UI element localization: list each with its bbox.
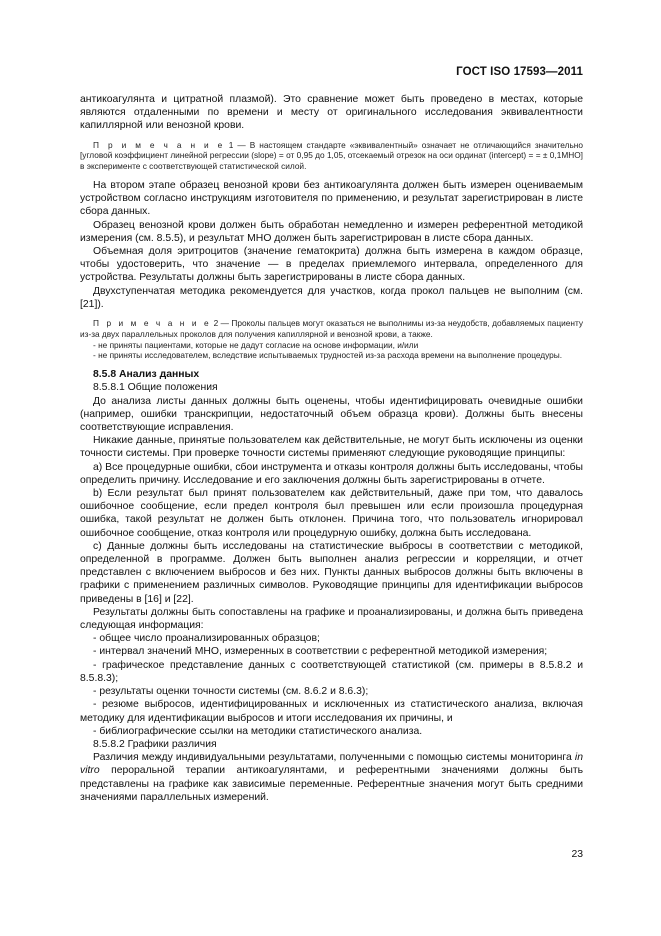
page-number: 23 [571,849,583,860]
principle-item-a: a) Все процедурные ошибки, сбои инструмента и отказы контроля должны быть исследованы, чтобы определить причину. Исследование и его заключения должны быть зарегистрированы в отчете. [80,461,583,486]
note-1-text: 1 — В настоящем стандарте «эквивалентный» означает не отличающийся значительно [угловой коэффициент линейной регрессии (slope) = от 0,95 до 1,05, отсекаемый отрезок на оси ординат (intercept) = = ± 0,1МНО] в эксперименте с соответствующей статистической силой. [80,139,583,172]
list-item: - результаты оценки точности системы (см. 8.6.2 и 8.6.3); [93,686,369,698]
page-body [80,93,583,804]
paragraph-results: Результаты должны быть сопоставлены на графике и проанализированы, и должна быть приведена следующая информация: [80,606,583,632]
principle-item-c: c) Данные должны быть исследованы на статистические выбросы в соответствии с методикой, определенной в программе. Должен быть выполнен анализ регрессии и корреляции, и отчет представлен с включением выбросов и без них. Пункты данных выбросов должны быть включены в графики с применением различных символов. Руководящие принципы для идентификации выбросов приведены в [16] и [22]. [80,540,583,605]
note-1 [80,140,583,172]
paragraph-difference-plots [80,751,583,804]
note-1-label: П р и м е ч а н и е [93,139,225,150]
difference-plots-text-b: пероральной терапии антикоагулянтами, и референтными значениями должны быть представлены на графике как зависимые переменные. Референтные значения могут быть средними значениями параллельных измерений. [80,765,583,803]
note-2-label: П р и м е ч а н и е [93,318,212,329]
note-2-item: - не приняты пациентами, которые не дадут согласие на основе информации, и/или [93,339,419,350]
note-2-item: - не приняты исследователем, вследствие испытываемых трудностей из-за расхода времени на выполнение процедуры. [93,350,563,361]
list-item: - интервал значений МНО, измеренных в соответствии с референтной методикой измерения; [93,646,548,658]
principle-item-b: b) Если результат был принят пользователем как действительный, даже при том, что давалось ошибочное сообщение, если предел контроля был превышен или если произошла процедурная ошибка, такой результат не должен быть отклонен. Причина того, что пользователь игнорировал ошибочное сообщение, отказ контроля или процедурную ошибку, должна быть исследована. [80,488,583,539]
paragraph-hematocrit: Объемная доля эритроцитов (значение гематокрита) должна быть измерена в каждом образце, чтобы удостоверить, что значение — в пределах приемлемого интервала, определенного для устройства. Результаты должны быть зарегистрированы в листе сбора данных. [80,246,583,284]
list-item: - библиографические ссылки на методики статистического анализа. [93,725,423,737]
difference-plots-text-a: Различия между индивидуальными результатами, полученными с помощью системы мониторинга [93,752,575,764]
list-item: - графическое представление данных с соответствующей статистикой (см. примеры в 8.5.8.2 и 8.5.8.3); [80,659,583,684]
paragraph-venous-sample: Образец венозной крови должен быть обработан немедленно и измерен референтной методикой измерения (см. 8.5.5), и результат МНО должен быть зарегистрирован в листе сбора данных. [80,219,583,244]
paragraph-stage-two: На втором этапе образец венозной крови без антикоагулянта должен быть измерен оцениваемым устройством согласно инструкциям изготовителя по применению, и результат зарегистрирован в листе сбора данных. [80,180,583,218]
difference-plots-in-vitro: in vitro [80,752,583,777]
list-item: - резюме выбросов, идентифицированных и исключенных из статистического анализа, включая методику для идентификации выбросов и итоги исследования их причины, и [80,699,583,724]
note-2-text: 2 — Проколы пальцев могут оказаться не выполнимы из-за неудобств, добавляемых пациенту из-за двух параллельных проколов для получения капиллярной и венозной крови, а также. [80,318,583,339]
section-heading-8-5-8-1: 8.5.8.1 Общие положения [93,382,218,394]
list-item: - общее число проанализированных образцов; [93,633,320,645]
document-code-header: ГОСТ ISO 17593—2011 [456,66,583,78]
paragraph-two-stage-method: Двухступенчатая методика рекомендуется для участков, когда прокол пальцев не выполним (см. [21]). [80,285,583,310]
paragraph-no-data-excluded: Никакие данные, принятые пользователем как действительные, не могут быть исключены из оценки точности системы. При проверке точности системы применяют следующие руководящие принципы: [80,435,583,460]
section-heading-8-5-8: 8.5.8 Анализ данных [93,369,200,381]
paragraph-data-analysis: До анализа листы данных должны быть оценены, чтобы идентифицировать очевидные ошибки (например, ошибки транскрипции, недостаточный объем образца крови). Должны быть внесены соответствующие исправления. [80,395,583,434]
paragraph-continuation: антикоагулянта и цитратной плазмой). Это сравнение может быть проведено в местах, которые являются отдаленными по времени и месту от оригинального исследования эквивалентности капиллярной или венозной крови. [80,94,583,132]
section-heading-8-5-8-2: 8.5.8.2 Графики различия [93,738,217,750]
note-2 [80,318,583,340]
